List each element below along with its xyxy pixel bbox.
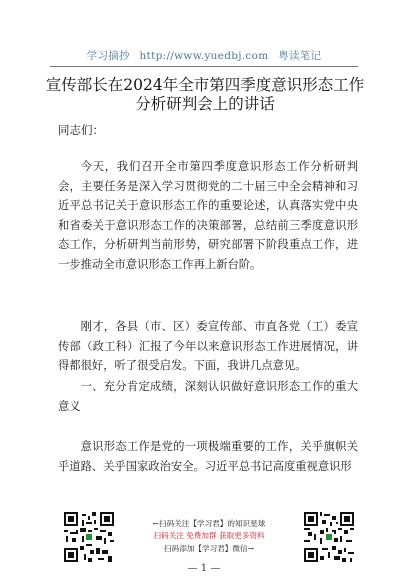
paragraph-2: 刚才，各县（市、区）委宣传部、市直各党（工）委宣传部（政工科）汇报了今年以来意识形态工作进展情况，讲得都很好，听了很受启发。下面，我讲几点意见。: [58, 320, 358, 373]
paragraph-1: 今天，我们召开全市第四季度意识形态工作分析研判会，主要任务是深入学习贯彻党的二十届三中全会精神和习近平总书记关于意识形态工作的重要论述，认真落实党中央和省委关于意识形态工作的决策部署，总结前三季度意识形态工作，分析研判当前形势，研究部署下阶段重点工作，进一步推动全市意识形态工作再上新台阶。: [58, 160, 358, 271]
header-right-label: 粤读笔记: [278, 50, 322, 62]
document-title: 宣传部长在2024年全市第四季度意识形态工作分析研判会上的讲话: [45, 76, 365, 113]
section-heading-1: 一、充分肯定成绩，深刻认识做好意识形态工作的重大意义: [58, 380, 358, 413]
page-header: [0, 48, 408, 63]
header-divider: [50, 66, 358, 67]
header-left-label: 学习摘抄: [86, 50, 130, 62]
promo-footer: [0, 512, 408, 564]
header-url[interactable]: http://www.yuedbj.com: [139, 50, 269, 62]
footer-line-free-group: 扫码关注 免费加群 获取更多资料: [153, 531, 265, 540]
footer-line-knowledge-planet: ←扫码关注【学习君】的知识星球: [152, 519, 266, 528]
salutation: 同志们：: [58, 123, 104, 137]
page-number: — 1 —: [187, 563, 221, 574]
qr-code-left-icon[interactable]: [64, 512, 114, 562]
qr-code-right-icon[interactable]: [304, 512, 354, 562]
paragraph-3: 意识形态工作是党的一项极端重要的工作，关乎旗帜关乎道路、关乎国家政治安全。习近平总书记高度重视意识形: [58, 440, 358, 473]
footer-line-add-wechat: 扫码添加【学习君】微信→: [164, 544, 254, 553]
